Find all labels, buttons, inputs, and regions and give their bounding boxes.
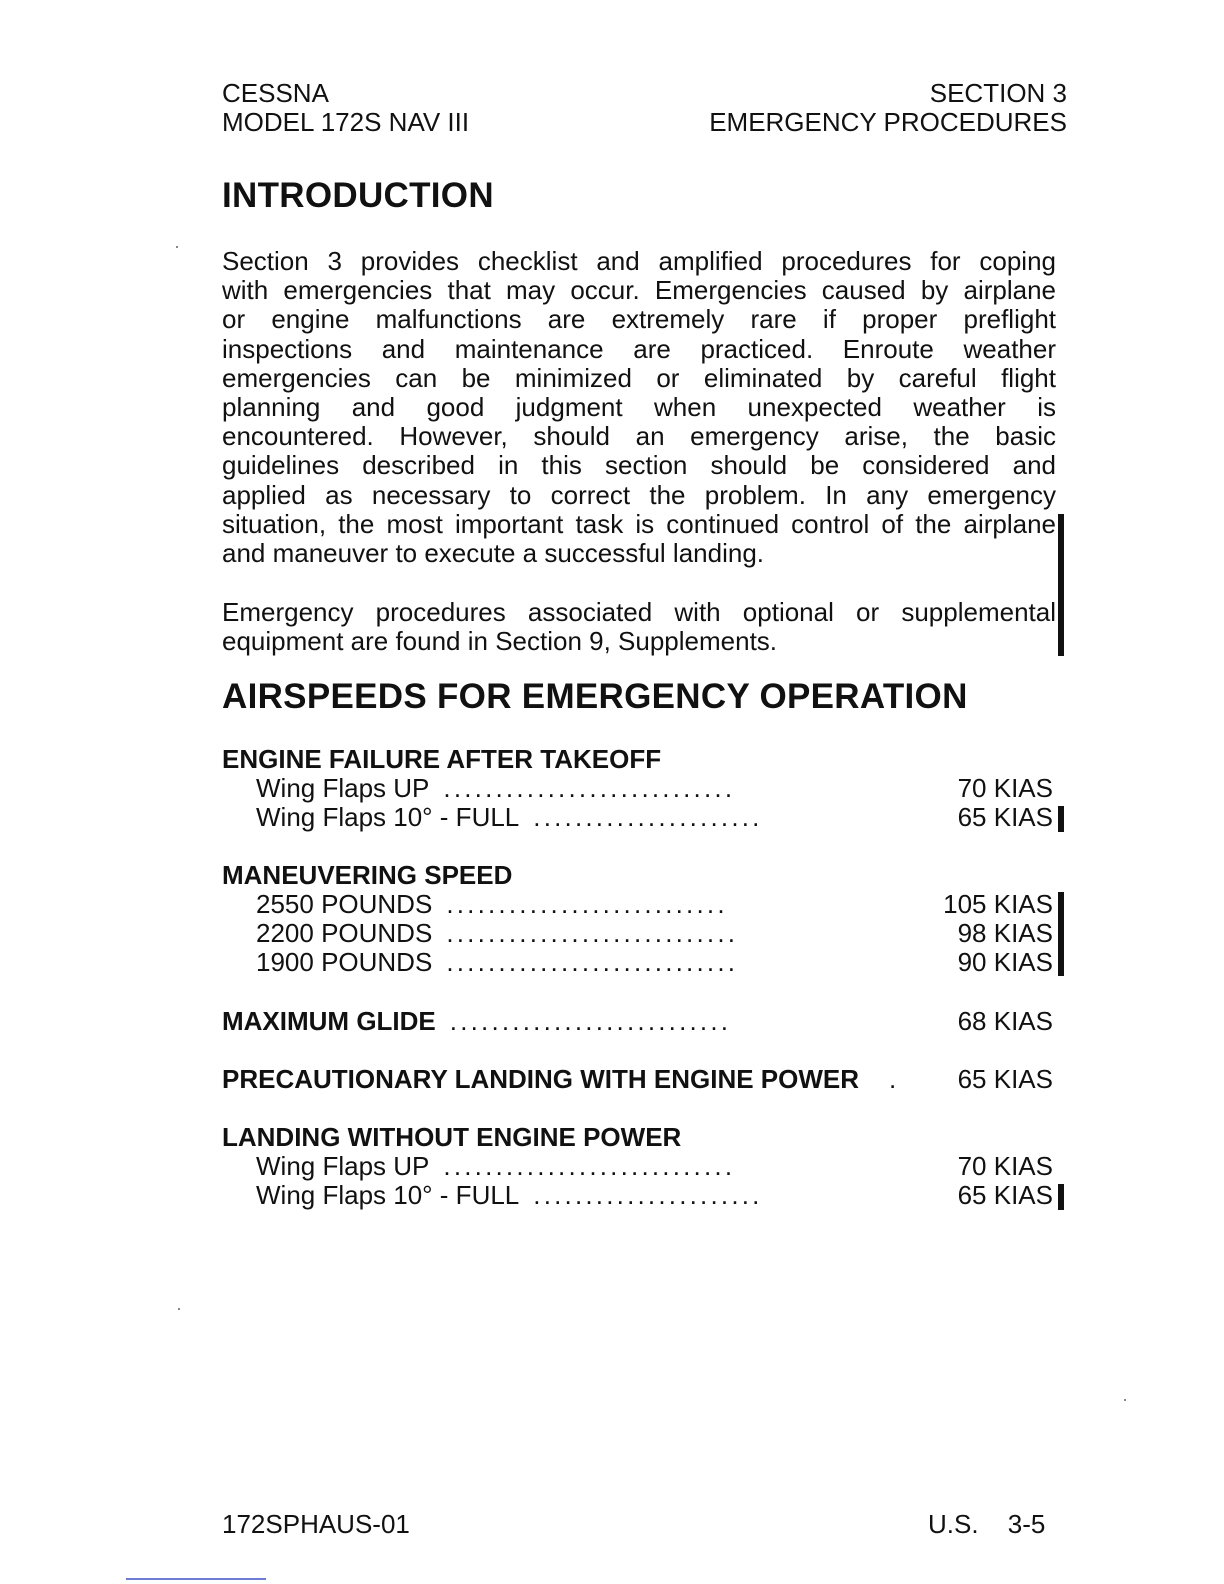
row-label: 2200 POUNDS <box>256 918 433 948</box>
leader-dots: ...................... <box>533 1181 763 1210</box>
leader-dots: ............................ <box>443 1152 736 1181</box>
header-section: SECTION 3 <box>929 78 1067 108</box>
paragraph-line: and maneuver to execute a successful landing. <box>222 538 765 569</box>
header-model: MODEL 172S NAV III <box>222 107 470 137</box>
row-value: 70 KIAS <box>957 1151 1053 1181</box>
table-row <box>222 1152 1056 1181</box>
table-row <box>222 1065 1056 1094</box>
row-value: 65 KIAS <box>957 802 1053 832</box>
leader-dots: ...................... <box>533 803 763 832</box>
leader-dots: ........................... <box>449 1007 732 1036</box>
airspeeds-heading: AIRSPEEDS FOR EMERGENCY OPERATION <box>222 677 968 716</box>
revision-change-bar <box>1058 1184 1064 1210</box>
engine-failure-title: ENGINE FAILURE AFTER TAKEOFF <box>222 744 662 774</box>
table-row <box>222 890 1056 919</box>
table-row <box>222 803 1056 832</box>
scan-speck <box>178 1308 180 1310</box>
row-value: 70 KIAS <box>957 773 1053 803</box>
paragraph-line: Section 3 provides checklist and amplified procedures for coping <box>222 246 1056 276</box>
landing-without-power-title: LANDING WITHOUT ENGINE POWER <box>222 1122 682 1152</box>
row-value: 90 KIAS <box>957 947 1053 977</box>
header-manufacturer: CESSNA <box>222 78 329 108</box>
table-row <box>222 774 1056 803</box>
paragraph-line: planning and good judgment when unexpected weather is <box>222 392 1056 423</box>
header-section-title: EMERGENCY PROCEDURES <box>709 107 1067 137</box>
introduction-paragraph-2 <box>222 598 1056 656</box>
footer-page-reference: U.S. 3-5 <box>928 1509 1046 1539</box>
leader-dots: ............................ <box>446 948 739 977</box>
row-label: Wing Flaps 10° - FULL <box>256 1180 520 1210</box>
paragraph-line: inspections and maintenance are practiced. Enroute weather <box>222 333 1056 364</box>
paragraph-line: situation, the most important task is continued control of the airplane <box>222 508 1056 539</box>
page-edge-line <box>126 1578 266 1580</box>
scan-speck <box>1124 1399 1126 1401</box>
row-value: 105 KIAS <box>943 889 1053 919</box>
leader-dots: ........................... <box>446 890 728 919</box>
table-row <box>222 919 1056 948</box>
row-label: 1900 POUNDS <box>256 947 433 977</box>
row-value: 65 KIAS <box>957 1064 1053 1094</box>
footer-document-number: 172SPHAUS-01 <box>222 1509 410 1539</box>
row-label: Wing Flaps 10° - FULL <box>256 802 520 832</box>
paragraph-line: applied as necessary to correct the problem. In any emergency <box>222 479 1056 510</box>
revision-change-bar <box>1058 892 1064 976</box>
row-label: Wing Flaps UP <box>256 1151 430 1181</box>
paragraph-line: Emergency procedures associated with optional or supplemental <box>222 597 1056 627</box>
row-label: 2550 POUNDS <box>256 889 433 919</box>
maneuvering-speed-title: MANEUVERING SPEED <box>222 860 513 890</box>
row-label: PRECAUTIONARY LANDING WITH ENGINE POWER <box>222 1064 860 1094</box>
row-value: 68 KIAS <box>957 1006 1053 1036</box>
paragraph-line: with emergencies that may occur. Emergencies caused by airplane <box>222 275 1056 306</box>
revision-change-bar <box>1058 514 1064 656</box>
leader-dots: ............................ <box>446 919 739 948</box>
paragraph-line: guidelines described in this section should be considered and <box>222 450 1056 481</box>
table-row <box>222 948 1056 977</box>
leader-dots: . <box>889 1065 900 1094</box>
paragraph-line: emergencies can be minimized or eliminated by careful flight <box>222 362 1056 393</box>
introduction-paragraph-1 <box>222 247 1056 568</box>
introduction-heading: INTRODUCTION <box>222 176 494 215</box>
running-header-left <box>222 79 469 137</box>
revision-change-bar <box>1058 806 1064 832</box>
row-label: Wing Flaps UP <box>256 773 430 803</box>
paragraph-line: equipment are found in Section 9, Supplements. <box>222 626 778 657</box>
scan-speck <box>176 246 178 248</box>
row-value: 98 KIAS <box>957 918 1053 948</box>
table-row <box>222 1007 1056 1036</box>
paragraph-line: or engine malfunctions are extremely rare if proper preflight <box>222 304 1056 335</box>
running-header-right <box>709 79 1067 137</box>
row-value: 65 KIAS <box>957 1180 1053 1210</box>
row-label: MAXIMUM GLIDE <box>222 1006 436 1036</box>
table-row <box>222 1181 1056 1210</box>
paragraph-line: encountered. However, should an emergency arise, the basic <box>222 421 1056 452</box>
leader-dots: ............................ <box>443 774 736 803</box>
